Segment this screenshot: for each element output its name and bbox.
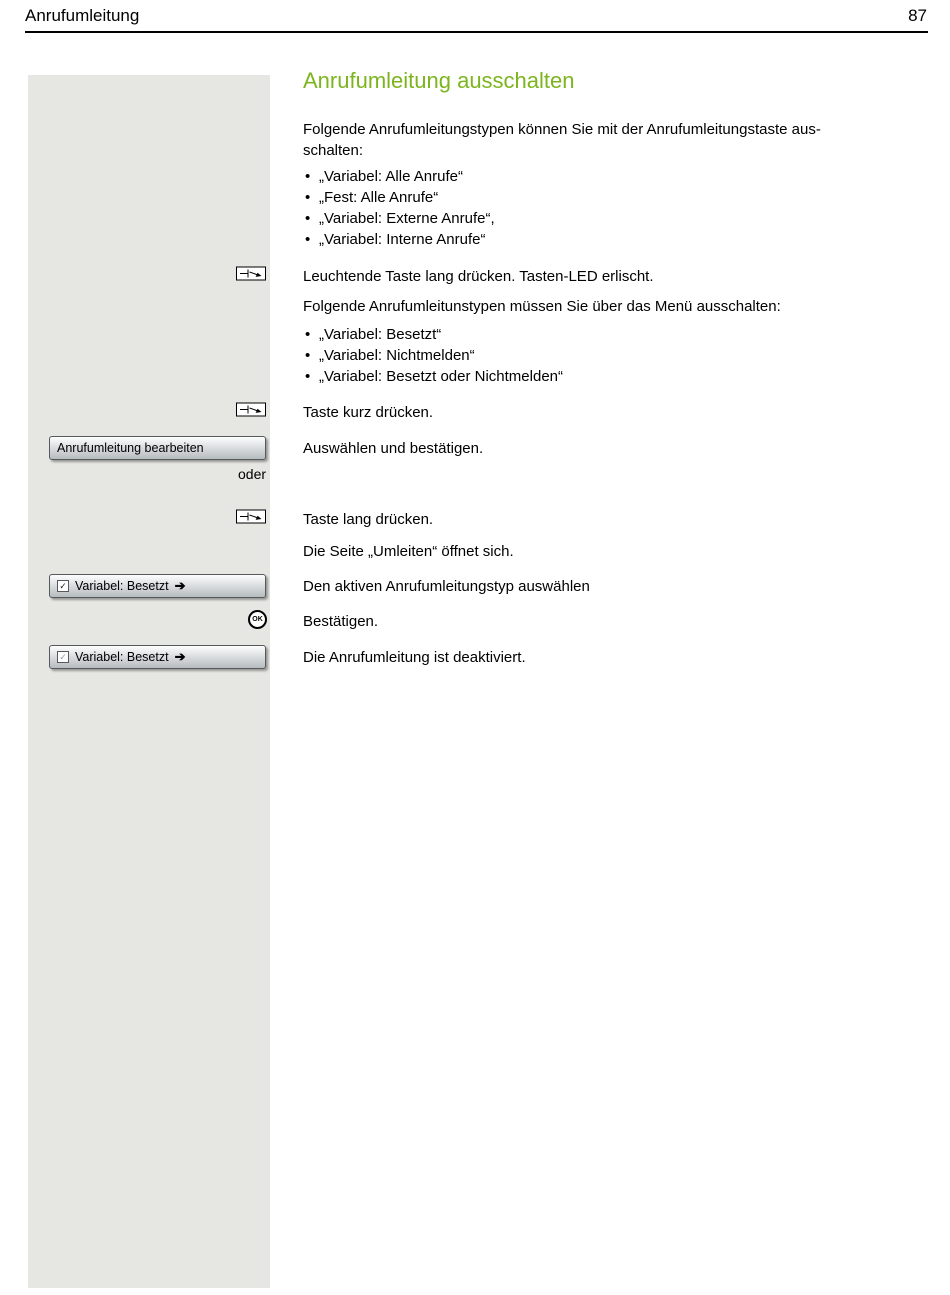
checkbox-checked-dim-icon: ✓ xyxy=(57,651,69,663)
intro-line-2: schalten: xyxy=(303,142,364,159)
forward-key-icon xyxy=(236,509,266,524)
forward-key-icon xyxy=(236,266,266,281)
step-text: Den aktiven Anrufumleitungstyp auswählen xyxy=(303,578,590,595)
list-item: • „Fest: Alle Anrufe“ xyxy=(303,187,928,208)
display-button-variabel-besetzt-inactive[interactable] xyxy=(49,645,266,669)
step-text: Taste kurz drücken. xyxy=(303,404,434,421)
or-label: oder xyxy=(238,466,267,482)
ok-key-icon: OK xyxy=(248,610,267,629)
step-text: Leuchtende Taste lang drücken. Tasten-LED erlischt. xyxy=(303,268,654,285)
forwarding-types-list-2 xyxy=(303,324,928,387)
step-text: Die Seite „Umleiten“ öffnet sich. xyxy=(303,543,514,560)
intro-paragraph xyxy=(303,119,928,161)
section-heading: Anrufumleitung ausschalten xyxy=(303,68,575,93)
arrow-right-icon: ➔ xyxy=(174,649,186,664)
display-button-label: Anrufumleitung bearbeiten xyxy=(57,441,204,455)
display-button-label: Variabel: Besetzt xyxy=(75,650,169,664)
forwarding-types-list-1 xyxy=(303,166,928,250)
list-item: • „Variabel: Alle Anrufe“ xyxy=(303,166,928,187)
list-item: • „Variabel: Nichtmelden“ xyxy=(303,345,928,366)
list-item: • „Variabel: Besetzt“ xyxy=(303,324,928,345)
page-number: 87 xyxy=(908,6,927,25)
intro-line-1: Folgende Anrufumleitungstypen können Sie mit der Anrufumleitungstaste aus- xyxy=(303,121,821,138)
list-item: • „Variabel: Interne Anrufe“ xyxy=(303,229,928,250)
display-button-label: Variabel: Besetzt xyxy=(75,579,169,593)
arrow-right-icon: ➔ xyxy=(174,578,186,593)
forward-key-icon xyxy=(236,402,266,417)
header-divider xyxy=(25,31,928,33)
step-text: Bestätigen. xyxy=(303,613,379,630)
menu-intro-paragraph: Folgende Anrufumleitunstypen müssen Sie über das Menü ausschalten: xyxy=(303,298,781,315)
list-item: • „Variabel: Besetzt oder Nichtmelden“ xyxy=(303,366,928,387)
step-text: Die Anrufumleitung ist deaktiviert. xyxy=(303,649,526,666)
display-button-variabel-besetzt-active[interactable] xyxy=(49,574,266,598)
checkbox-checked-icon: ✓ xyxy=(57,580,69,592)
sidebar-column xyxy=(28,75,270,1288)
step-text: Auswählen und bestätigen. xyxy=(303,440,484,457)
list-item: • „Variabel: Externe Anrufe“, xyxy=(303,208,928,229)
step-text: Taste lang drücken. xyxy=(303,511,434,528)
display-button-edit-forwarding[interactable] xyxy=(49,436,266,460)
page-header-title: Anrufumleitung xyxy=(25,6,140,25)
